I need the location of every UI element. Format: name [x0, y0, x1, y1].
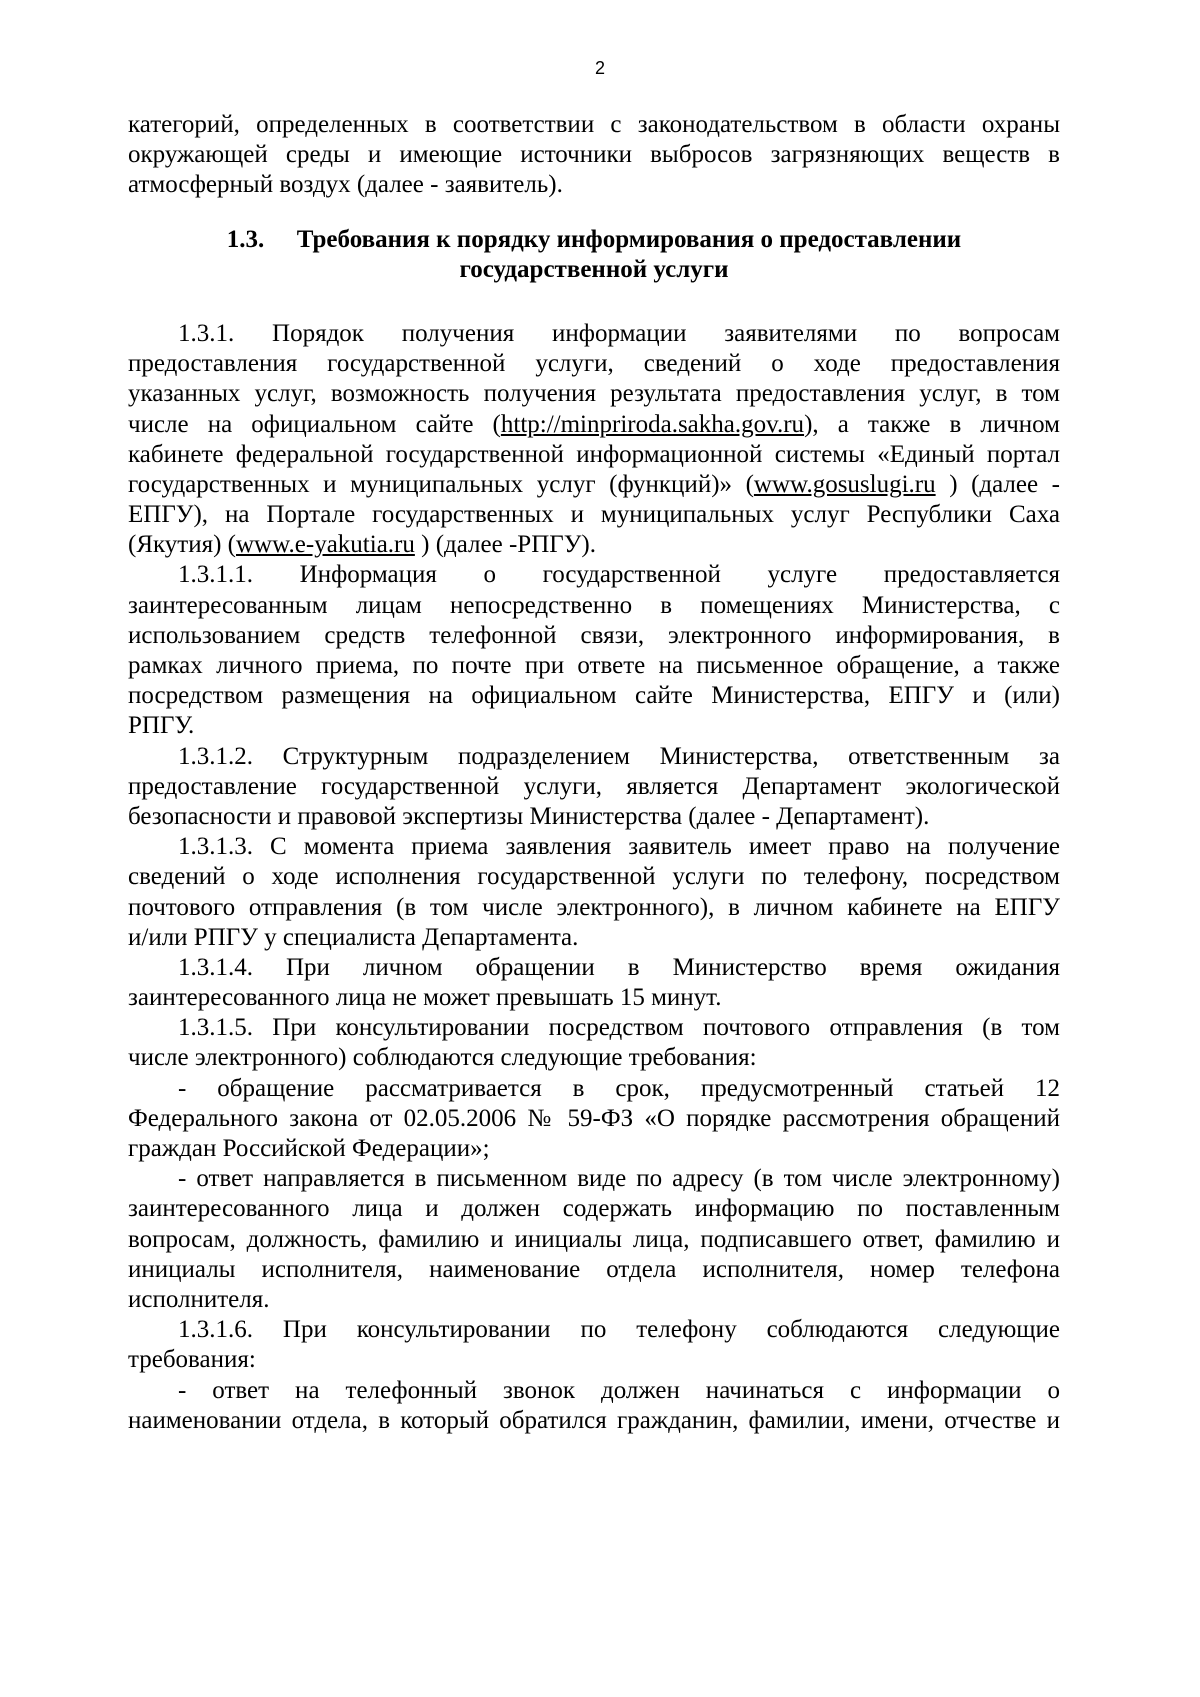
section-heading — [128, 225, 1060, 285]
text-line: РПГУ. — [128, 712, 195, 740]
bullet-item — [128, 1376, 1060, 1436]
text-line — [128, 470, 1060, 500]
text-line: атмосферный воздух (далее - заявитель). — [128, 171, 563, 199]
text-line: 1.3.1.1. Информация о государственной услуге предоставляется — [178, 561, 1060, 589]
text-line: и/или РПГУ у специалиста Департамента. — [128, 923, 579, 951]
text-line: исполнителя. — [128, 1285, 270, 1313]
paragraph-1-3-1-4 — [128, 953, 1060, 1013]
text-line: наименовании отдела, в который обратился гражданин, фамилии, имени, отчестве и — [128, 1406, 1060, 1434]
text-line: категорий, определенных в соответствии с законодательством в области охраны — [128, 111, 1060, 138]
e-yakutia-link[interactable]: www.e-yakutia.ru — [236, 531, 415, 559]
page-number: 2 — [594, 58, 605, 78]
text-line: 1.3.1. Порядок получения информации заявителями по вопросам — [178, 319, 1060, 347]
bullet-item — [128, 1074, 1060, 1165]
text-line: 1.3.1.3. С момента приема заявления заявитель имеет право на получение — [178, 833, 1060, 861]
text-line: заинтересованного лица не может превышать 15 минут. — [128, 984, 722, 1012]
bullet-item — [128, 1164, 1060, 1315]
paragraph-1-3-1-3 — [128, 832, 1060, 953]
text-line: кабинете федеральной государственной информационной системы «Единый портал — [128, 440, 1060, 468]
paragraph-1-3-1 — [128, 319, 1060, 561]
paragraph-1-3-1-5 — [128, 1013, 1060, 1073]
text-line: инициалы исполнителя, наименование отдела исполнителя, номер телефона — [128, 1255, 1060, 1283]
text-line: - обращение рассматривается в срок, предусмотренный статьей 12 — [178, 1074, 1060, 1102]
section-title-line-2: государственной услуги — [459, 255, 729, 283]
text-line: безопасности и правовой экспертизы Министерства (далее - Департамент). — [128, 802, 930, 830]
text-fragment: (Якутия) ( — [128, 531, 236, 559]
paragraph-1-3-1-2 — [128, 742, 1060, 833]
text-line: - ответ направляется в письменном виде по адресу (в том числе электронному) — [178, 1165, 1060, 1193]
text-line: ЕПГУ), на Портале государственных и муниципальных услуг Республики Саха — [128, 501, 1060, 529]
text-line: 1.3.1.2. Структурным подразделением Министерства, ответственным за — [178, 742, 1060, 770]
text-line: указанных услуг, возможность получения результата предоставления услуг, в том — [128, 380, 1060, 408]
text-line: - ответ на телефонный звонок должен начинаться с информации о — [178, 1376, 1060, 1404]
text-fragment: ) (далее - — [935, 470, 1060, 498]
text-fragment: ), а также в личном — [804, 410, 1060, 438]
text-fragment: государственных и муниципальных услуг (функций)» ( — [128, 470, 754, 498]
text-fragment: числе на официальном сайте ( — [128, 410, 501, 438]
document-body — [128, 110, 1060, 1436]
text-line: числе электронного) соблюдаются следующие требования: — [128, 1044, 757, 1072]
text-line: почтового отправления (в том числе электронного), в личном кабинете на ЕПГУ — [128, 893, 1060, 921]
text-line: граждан Российской Федерации»; — [128, 1135, 490, 1163]
text-line: вопросам, должность, фамилию и инициалы лица, подписавшего ответ, фамилию и — [128, 1225, 1060, 1253]
text-line: Федерального закона от 02.05.2006 № 59-ФЗ «О порядке рассмотрения обращений — [128, 1104, 1060, 1132]
text-line: 1.3.1.5. При консультировании посредством почтового отправления (в том — [178, 1014, 1060, 1042]
text-line: окружающей среды и имеющие источники выбросов загрязняющих веществ в — [128, 141, 1060, 169]
text-line: предоставление государственной услуги, является Департамент экологической — [128, 772, 1060, 800]
text-line: предоставления государственной услуги, сведений о ходе предоставления — [128, 350, 1060, 378]
text-line: 1.3.1.4. При личном обращении в Министерство время ожидания — [178, 953, 1060, 981]
section-number: 1.3. — [226, 225, 265, 253]
text-line — [128, 530, 1060, 560]
section-title-line-1: Требования к порядку информирования о предоставлении — [296, 225, 962, 253]
text-line: заинтересованного лица и должен содержать информацию по поставленным — [128, 1195, 1060, 1223]
text-line: посредством размещения на официальном сайте Министерства, ЕПГУ и (или) — [128, 682, 1060, 710]
text-fragment: ) (далее -РПГУ). — [414, 531, 596, 559]
text-line — [128, 410, 1060, 440]
intro-paragraph — [128, 110, 1060, 201]
text-line: использованием средств телефонной связи, электронного информирования, в — [128, 621, 1060, 649]
paragraph-1-3-1-6 — [128, 1315, 1060, 1375]
minpriroda-link[interactable]: http://minpriroda.sakha.gov.ru — [500, 410, 805, 438]
text-line: заинтересованным лицам непосредственно в помещениях Министерства, с — [128, 591, 1060, 619]
gosuslugi-link[interactable]: www.gosuslugi.ru — [753, 470, 936, 498]
text-line: требования: — [128, 1346, 256, 1374]
text-line: сведений о ходе исполнения государственной услуги по телефону, посредством — [128, 863, 1060, 891]
paragraph-1-3-1-1 — [128, 560, 1060, 741]
text-line: 1.3.1.6. При консультировании по телефону соблюдаются следующие — [178, 1316, 1060, 1344]
text-line: рамках личного приема, по почте при ответе на письменное обращение, а также — [128, 652, 1060, 680]
